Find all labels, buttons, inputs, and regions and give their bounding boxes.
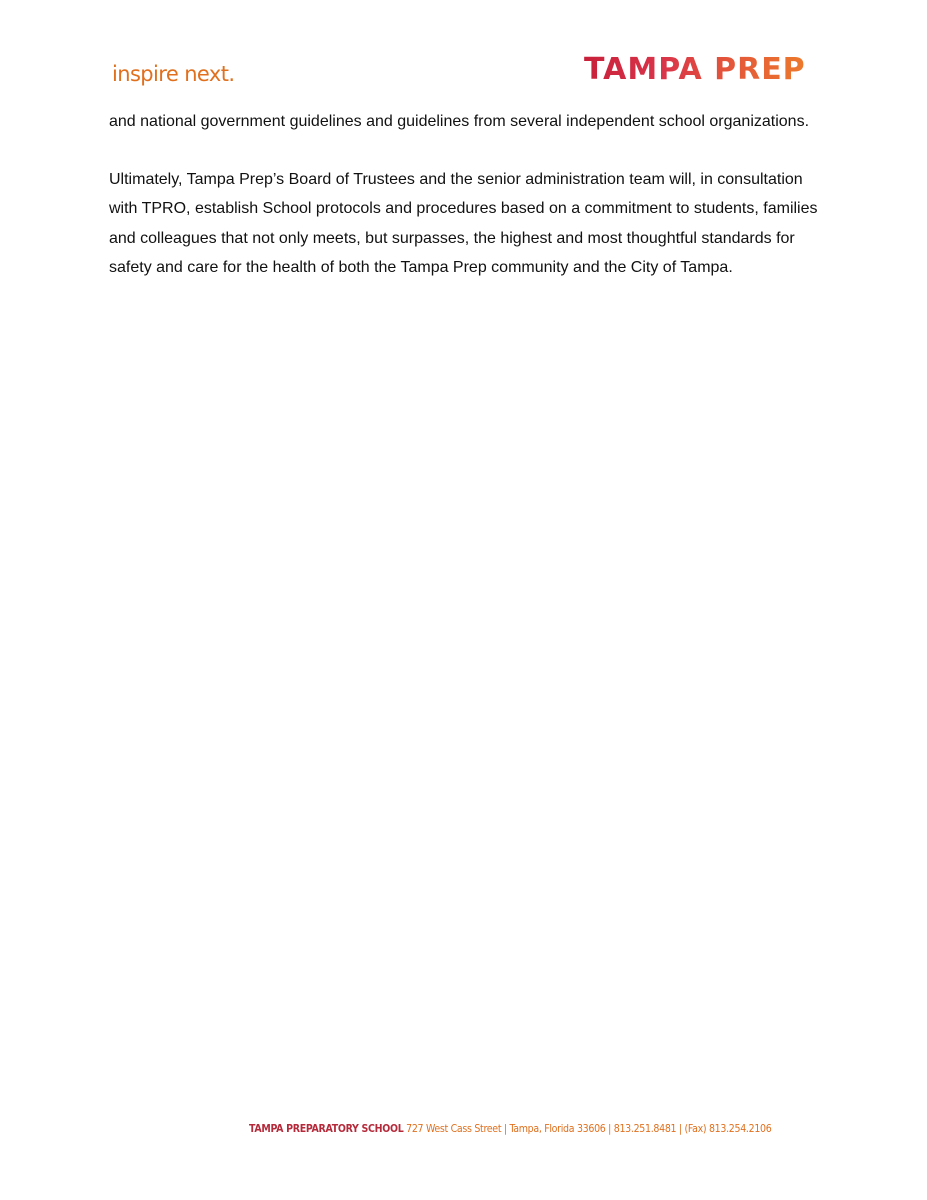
footer-school-name: TAMPA PREPARATORY SCHOOL <box>249 1123 404 1135</box>
paragraph: Ultimately, Tampa Prep’s Board of Trustees and the senior administration team will, in consultation with TPRO, establish School protocols and procedures based on a commitment to students, families and colleagues that not only meets, but surpasses, the highest and most thoughtful standards for safety and care for the health of both the Tampa Prep community and the City of Tampa. <box>109 170 818 276</box>
paragraph: and national government guidelines and guidelines from several independent school organizations. <box>109 113 810 130</box>
school-logo: TAMPA PREP <box>584 52 806 87</box>
footer-contact-line: 727 West Cass Street | Tampa, Florida 33606 | 813.251.8481 | (Fax) 813.254.2106 <box>406 1123 772 1135</box>
footer-address <box>249 1123 771 1135</box>
tagline: inspire next. <box>112 62 235 86</box>
document-body <box>109 107 819 311</box>
